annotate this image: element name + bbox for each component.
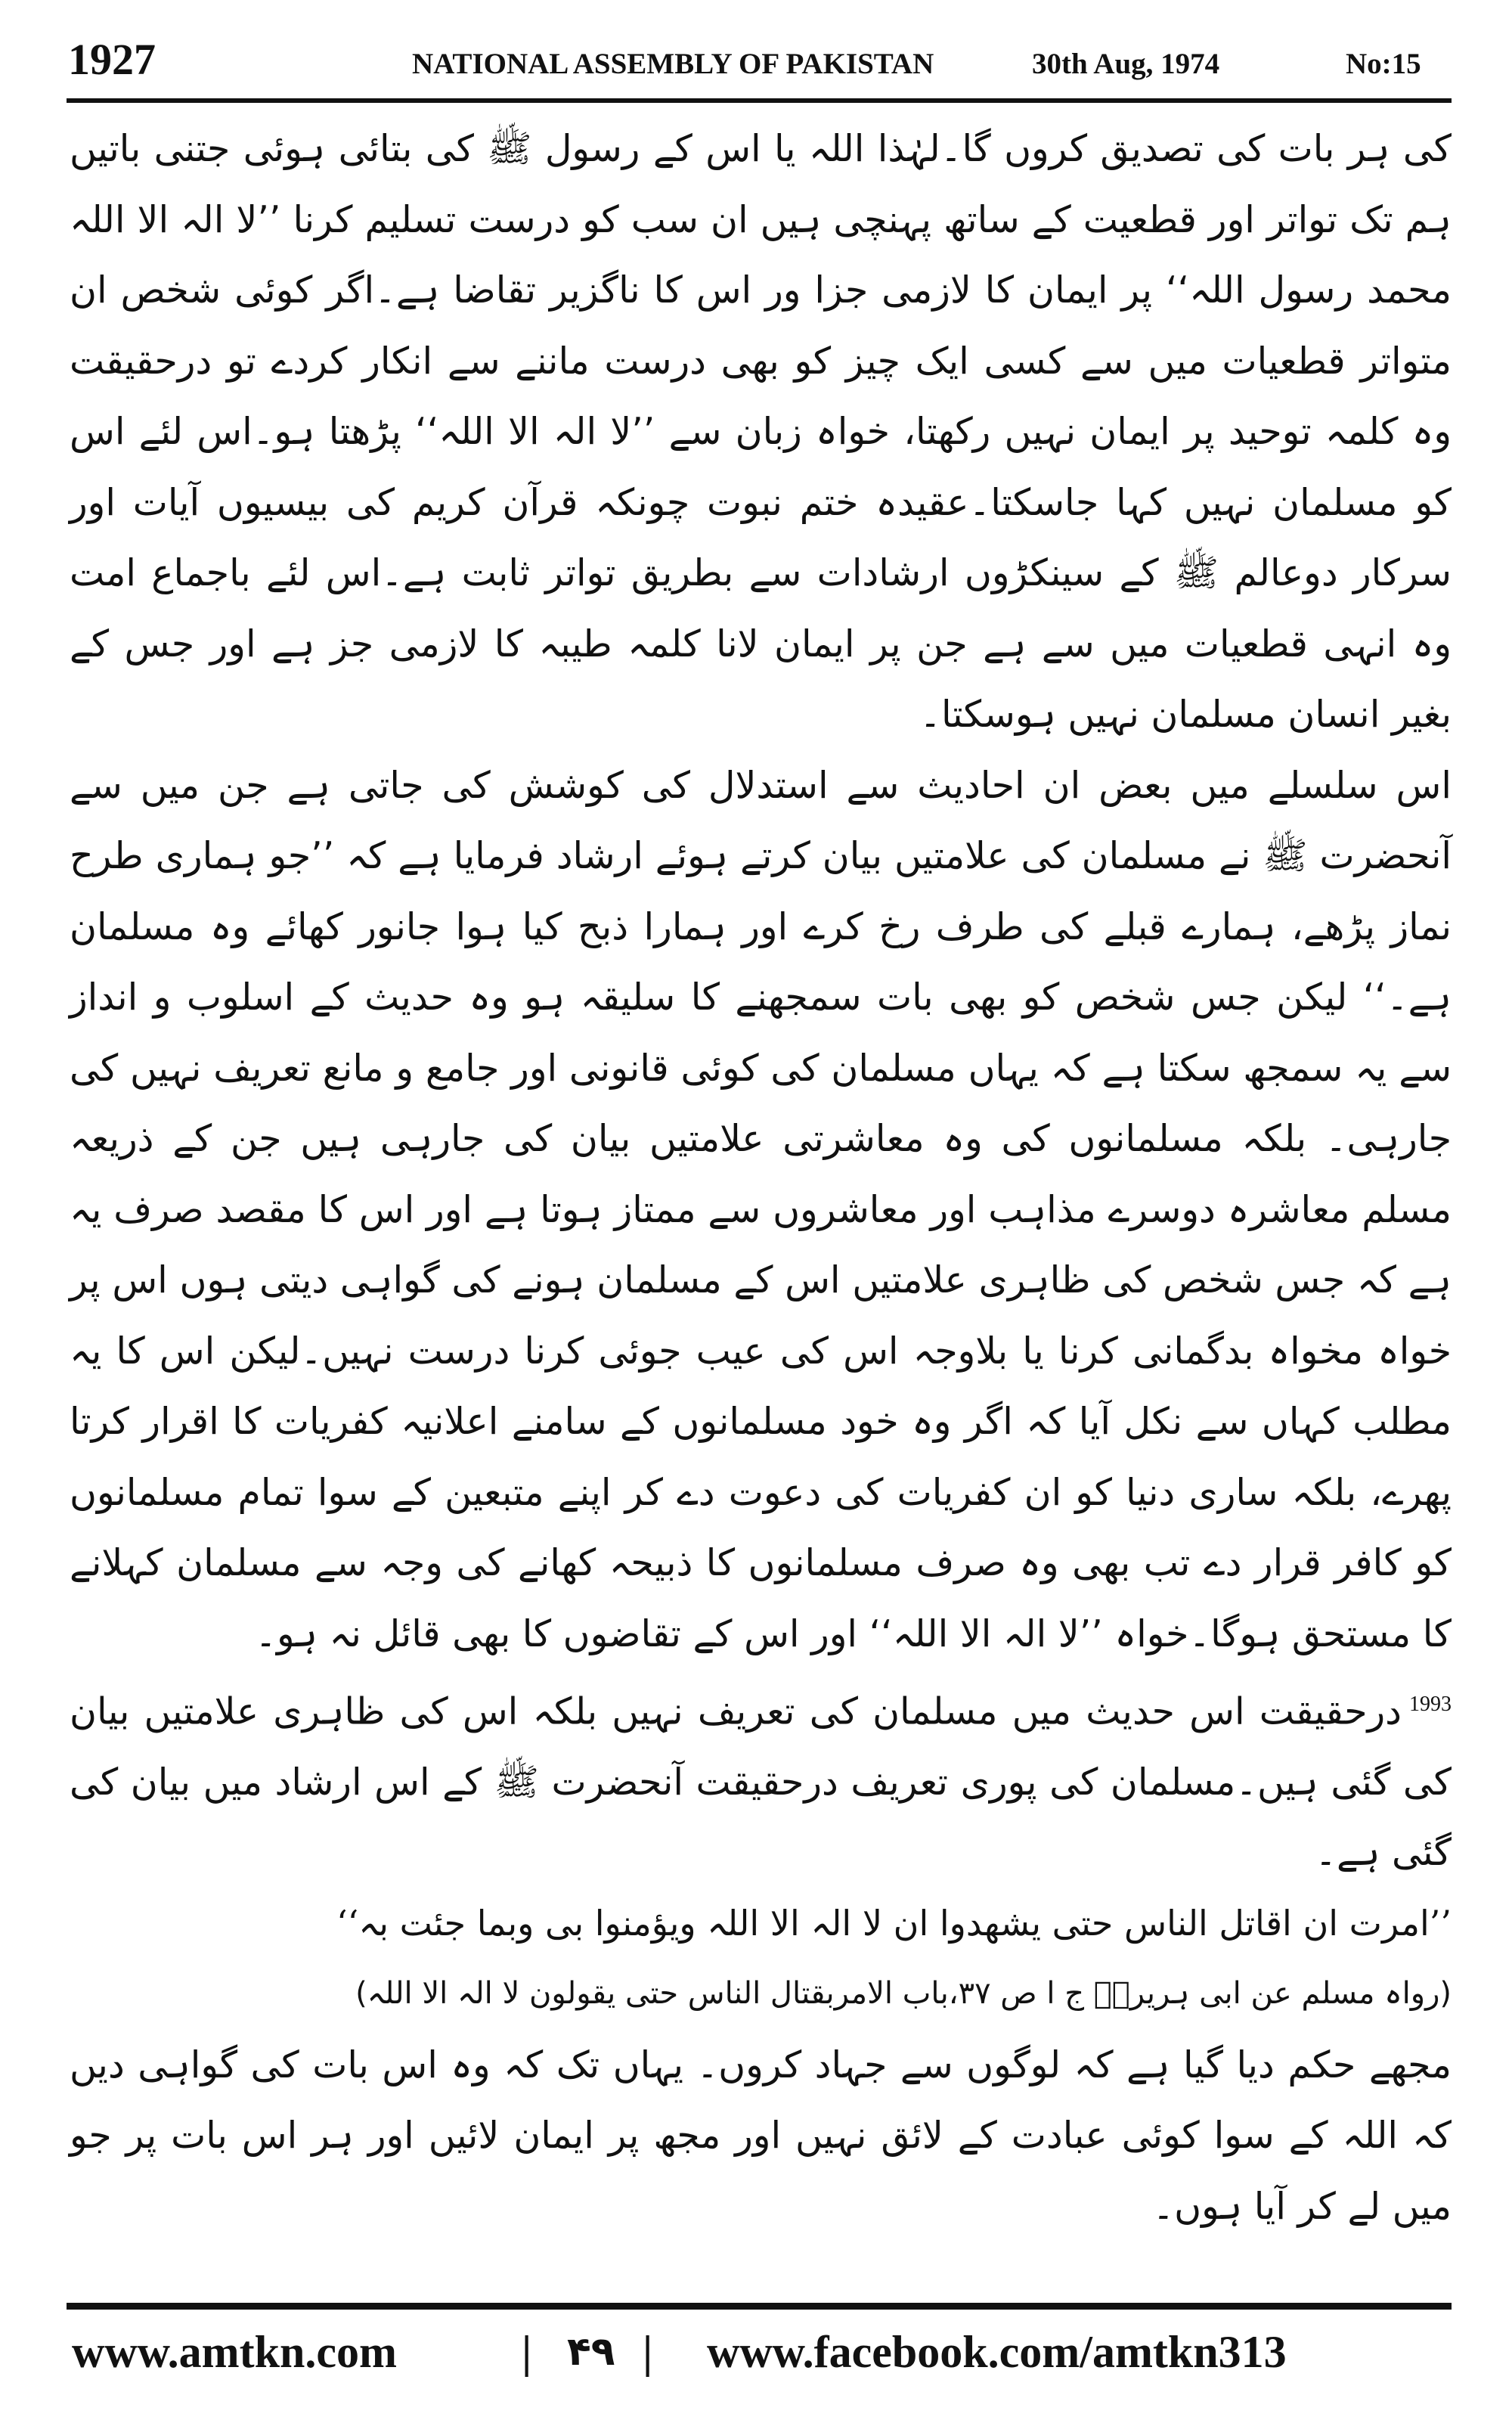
- issue-number: No:15: [1346, 48, 1421, 80]
- hadith-quote: ’’امرت ان اقاتل الناس حتی یشھدوا ان لا الہ الا اللہ ویؤمنوا بی وبما جئت بہ‘‘: [336, 1902, 1452, 1944]
- page-header: [0, 30, 1512, 98]
- page-number: 1927: [68, 35, 156, 84]
- footer-separator: |: [643, 2327, 653, 2377]
- paragraph-4: مجھے حکم دیا گیا ہے کہ لوگوں سے جہاد کروں۔ یہاں تک کہ وہ اس بات کی گواہی دیں کہ اللہ کے سوا کوئی عبادت کے لائق نہیں اور مجھ پر ایمان لائیں اور ہر اس بات پر جو میں لے کر آیا ہوں۔: [70, 2043, 1452, 2228]
- website-link[interactable]: www.amtkn.com: [72, 2327, 397, 2377]
- paragraph-3-text: درحقیقت اس حدیث میں مسلمان کی تعریف نہیں بلکہ اس کی ظاہری علامتیں بیان کی گئی ہیں۔مسلمان کی پوری تعریف درحقیقت آنحضرت ﷺ کے اس ارشاد میں بیان کی گئی ہے۔: [70, 1689, 1452, 1875]
- hadith-reference: (رواہ مسلم عن ابی ہریرہؓ ج ا ص ۳۷،باب الامربقتال الناس حتی یقولون لا الہ الا اللہ): [355, 1976, 1452, 2012]
- journal-title: NATIONAL ASSEMBLY OF PAKISTAN: [412, 48, 934, 80]
- footnote-number: 1993: [1409, 1692, 1452, 1716]
- page-footer: [0, 2322, 1512, 2390]
- paragraph-2: اس سلسلے میں بعض ان احادیث سے استدلال کی کوشش کی جاتی ہے جن میں سے آنحضرت ﷺ نے مسلمان کی علامتیں بیان کرتے ہوئے ارشاد فرمایا ہے کہ ’’جو ہماری طرح نماز پڑھے، ہمارے قبلے کی طرف رخ کرے اور ہمارا ذبح کیا ہوا جانور کھائے وہ مسلمان ہے۔‘‘ لیکن جس شخص کو بھی بات سمجھنے کا سلیقہ ہو وہ حدیث کے اسلوب و انداز سے یہ سمجھ سکتا ہے کہ یہاں مسلمان کی کوئی قانونی اور جامع و مانع تعریف نہیں کی جارہی۔ بلکہ مسلمانوں کی وہ معاشرتی علامتیں بیان کی جارہی ہیں جن کے ذریعہ مسلم معاشرہ دوسرے مذاہب اور معاشروں سے ممتاز ہوتا ہے اور اس کا مقصد صرف یہ ہے کہ جس شخص کی ظاہری علامتیں اس کے مسلمان ہونے کی گواہی دیتی ہوں اس پر خواہ مخواہ بدگمانی کرنا یا بلاوجہ اس کی عیب جوئی کرنا درست نہیں۔لیکن اس کا یہ مطلب کہاں سے نکل آیا کہ اگر وہ خود مسلمانوں کے سامنے اعلانیہ کفریات کا اقرار کرتا پھرے، بلکہ ساری دنیا کو ان کفریات کی دعوت دے کر اپنے متبعین کے سوا تمام مسلمانوں کو کافر قرار دے تب بھی وہ صرف مسلمانوں کا ذبیحہ کھانے کی وجہ سے مسلمان کہلانے کا مستحق ہوگا۔خواہ ’’لا الہ الا اللہ‘‘ اور اس کے تقاضوں کا بھی قائل نہ ہو۔: [70, 763, 1452, 1655]
- document-body: [70, 113, 1452, 2242]
- hadith-reference-line: [70, 1959, 1452, 2030]
- facebook-link[interactable]: www.facebook.com/amtkn313: [707, 2327, 1287, 2377]
- paragraph-3: [70, 1669, 1452, 1888]
- paragraph-1: کی ہر بات کی تصدیق کروں گا۔لہٰذا اللہ یا اس کے رسول ﷺ کی بتائی ہوئی جتنی باتیں ہم تک تواتر اور قطعیت کے ساتھ پہنچی ہیں ان سب کو درست تسلیم کرنا ’’لا الہ الا اللہ محمد رسول اللہ‘‘ پر ایمان کا لازمی جزا ور اس کا ناگزیر تقاضا ہے۔اگر کوئی شخص ان متواتر قطعیات میں سے کسی ایک چیز کو بھی درست ماننے سے انکار کردے تو درحقیقت وہ کلمہ توحید پر ایمان نہیں رکھتا، خواہ زبان سے ’’لا الہ الا اللہ‘‘ پڑھتا ہو۔اس لئے اس کو مسلمان نہیں کہا جاسکتا۔عقیدہ ختم نبوت چونکہ قرآن کریم کی بیسیوں آیات اور سرکار دوعالم ﷺ کے سینکڑوں ارشادات سے بطریق تواتر ثابت ہے۔اس لئے باجماع امت وہ انہی قطعیات میں سے ہے جن پر ایمان لانا کلمہ طیبہ کا لازمی جز ہے اور جس کے بغیر انسان مسلمان نہیں ہوسکتا۔: [70, 127, 1452, 736]
- footer-divider: [67, 2303, 1452, 2310]
- footer-page-label: ۴۹: [567, 2329, 615, 2375]
- session-date: 30th Aug, 1974: [1032, 48, 1220, 80]
- header-divider: [67, 98, 1452, 103]
- footer-separator: |: [522, 2327, 532, 2377]
